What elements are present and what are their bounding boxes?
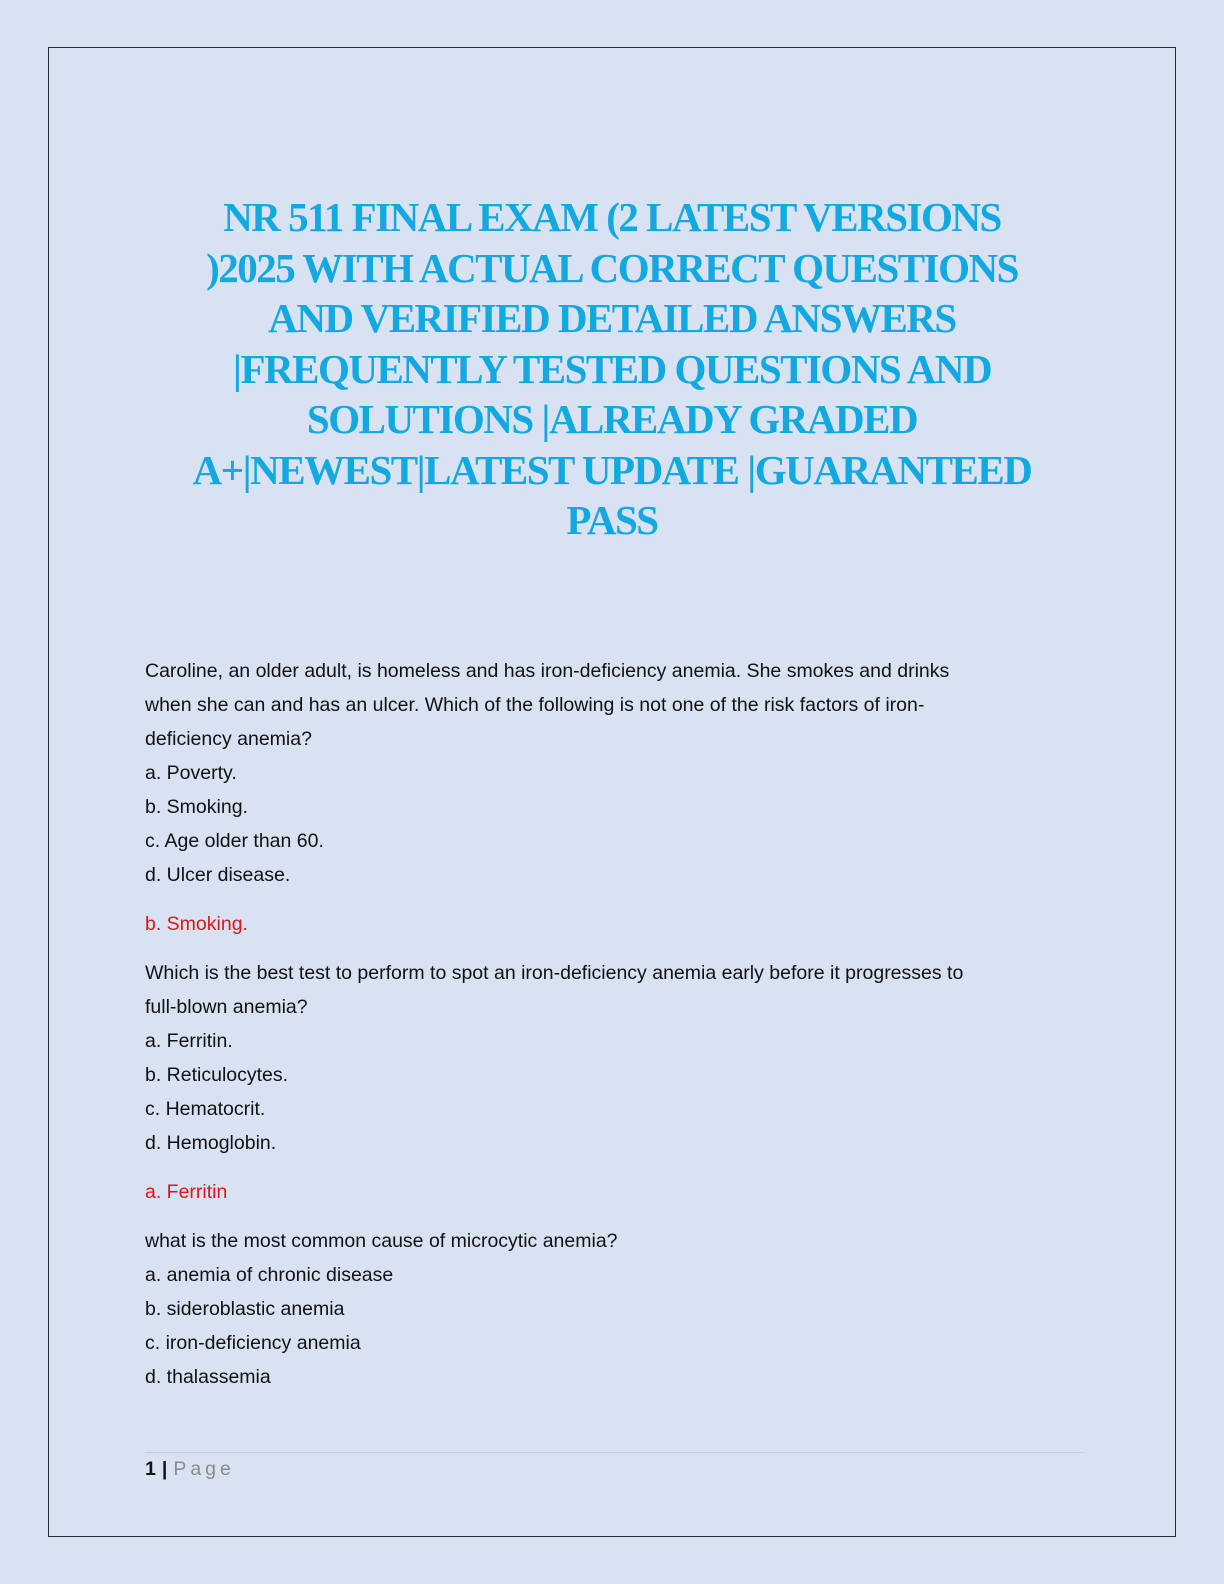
question-list — [145, 654, 1085, 1394]
title-line: PASS — [566, 497, 658, 543]
answer-option: a. Poverty. — [145, 762, 237, 784]
title-line: SOLUTIONS |ALREADY GRADED — [306, 396, 918, 442]
correct-answer: a. Ferritin — [145, 1181, 228, 1203]
question-stem-line: full-blown anemia? — [145, 996, 308, 1018]
document-title — [140, 192, 1084, 546]
answer-option: c. iron-deficiency anemia — [145, 1332, 361, 1354]
title-line: A+|NEWEST|LATEST UPDATE |GUARANTEED — [192, 446, 1032, 493]
title-line: |FREQUENTLY TESTED QUESTIONS AND — [232, 345, 992, 392]
footer-separator: | — [161, 1458, 168, 1480]
answer-option: d. Hemoglobin. — [145, 1132, 277, 1154]
title-line: AND VERIFIED DETAILED ANSWERS — [268, 295, 956, 341]
correct-answer: b. Smoking. — [145, 913, 248, 935]
question-stem-line: when she can and has an ulcer. Which of the following is not one of the risk factors of iron- — [145, 694, 925, 716]
title-line: NR 511 FINAL EXAM (2 LATEST VERSIONS — [223, 194, 1001, 240]
answer-option: d. Ulcer disease. — [145, 864, 291, 886]
question-stem-line: Caroline, an older adult, is homeless and has iron-deficiency anemia. She smokes and drinks — [145, 660, 950, 682]
answer-option: c. Age older than 60. — [145, 830, 324, 852]
answer-option: d. thalassemia — [145, 1366, 271, 1388]
answer-option: a. Ferritin. — [145, 1030, 233, 1052]
question-stem-line: what is the most common cause of microcytic anemia? — [145, 1230, 618, 1252]
page-number: 1 — [145, 1458, 156, 1480]
answer-option: b. Reticulocytes. — [145, 1064, 289, 1086]
page-label: Page — [173, 1458, 235, 1480]
question-2 — [145, 956, 1085, 1209]
question-3 — [145, 1224, 1085, 1394]
page-footer — [145, 1454, 235, 1484]
footer-divider — [145, 1452, 1083, 1453]
answer-option: b. Smoking. — [145, 796, 248, 818]
answer-option: b. sideroblastic anemia — [145, 1298, 345, 1320]
answer-option: c. Hematocrit. — [145, 1098, 266, 1120]
question-1 — [145, 654, 1085, 941]
answer-option: a. anemia of chronic disease — [145, 1264, 394, 1286]
question-stem-line: deficiency anemia? — [145, 728, 312, 750]
question-stem-line: Which is the best test to perform to spot an iron-deficiency anemia early before it progresses to — [145, 962, 964, 984]
title-line: )2025 WITH ACTUAL CORRECT QUESTIONS — [206, 244, 1018, 291]
